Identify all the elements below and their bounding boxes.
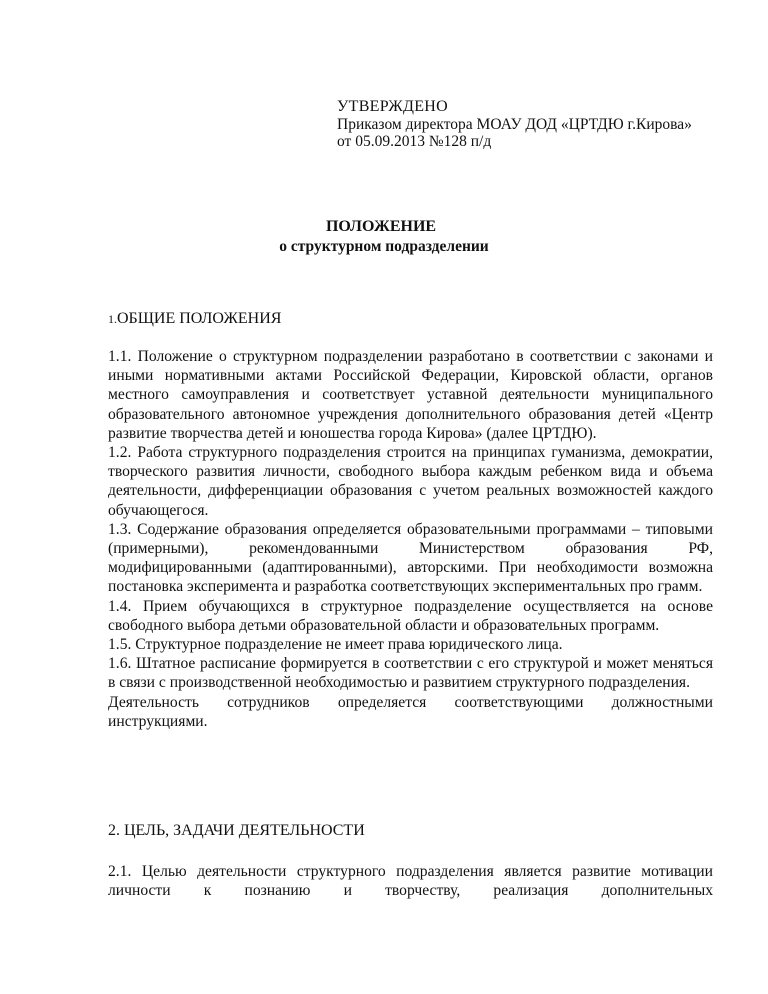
paragraph-staff-duties: Деятельность сотрудников определяется соответствующими должностными инструкциями. [108, 693, 713, 730]
paragraph-1-4: 1.4. Прием обучающихся в структурное подразделение осуществляется на основе свободного выбора детьми образовательной области и образовательных программ. [108, 597, 713, 634]
paragraph-1-1: 1.1. Положение о структурном подразделении разработано в соответствии с законами и иными нормативными актами Российской Федерации, Кировской области, органов местного самоуправления и соответствует уставной деятельности муниципального образовательного автономное учреждения дополнительного образования детей «Центр развитие творчества детей и юношества города Кирова» (далее ЦРТДЮ). [108, 348, 713, 442]
document-title [0, 218, 768, 256]
section-1-heading [108, 310, 281, 328]
paragraph-1-6: 1.6. Штатное расписание формируется в соответствии с его структурой и может меняться в связи с производственной необходимостью и развитием структурного подразделения. [108, 655, 713, 692]
section-2-body [108, 862, 713, 900]
section-1-number: 1. [108, 312, 117, 326]
approval-heading: УТВЕРЖДЕНО [337, 98, 449, 115]
paragraph-1-3: 1.3. Содержание образования определяется образовательными программами – типовыми (примерными), рекомендованными Министерством образования РФ, модифицированными (адаптированными), авторскими. При необходимости возможна постановка эксперимента и разработка соответствующих экспериментальных про грамм. [108, 520, 713, 596]
approval-date-line: от 05.09.2013 №128 п/д [337, 133, 492, 150]
section-1-title: ОБЩИЕ ПОЛОЖЕНИЯ [117, 310, 282, 327]
document-title-main: ПОЛОЖЕНИЕ [325, 218, 437, 235]
paragraph-2-1: 2.1. Целью деятельности структурного подразделения является развитие мотивации личности к познанию и творчеству, реализация дополнительных [108, 863, 713, 900]
paragraph-1-2: 1.2. Работа структурного подразделения строится на принципах гуманизма, демократии, творческого развития личности, свободного выбора каждым ребенком вида и объема деятельности, дифференциации образования с учетом реальных возможностей каждого обучающегося. [108, 444, 713, 519]
approval-order-line: Приказом директора МОАУ ДОД «ЦРТДЮ г.Кирова» [337, 115, 692, 133]
paragraph-1-5: 1.5. Структурное подразделение не имеет права юридического лица. [108, 636, 563, 654]
section-2-heading: 2. ЦЕЛЬ, ЗАДАЧИ ДЕЯТЕЛЬНОСТИ [108, 822, 365, 839]
section-1-body [108, 347, 713, 731]
approval-block [337, 98, 692, 151]
document-title-sub: о структурном подразделении [279, 238, 489, 255]
